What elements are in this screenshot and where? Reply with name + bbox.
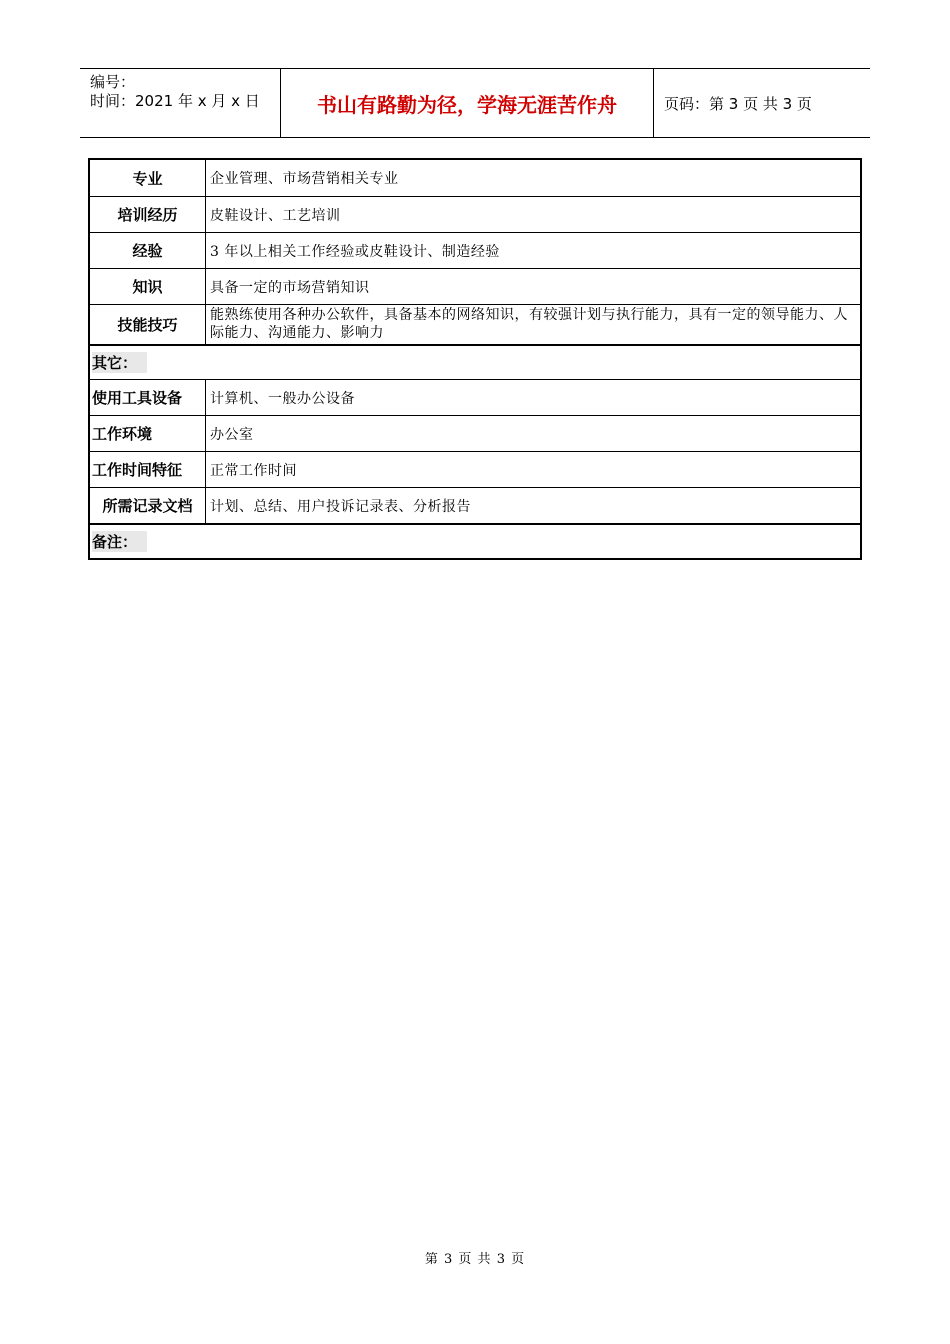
header-page-label: 页码：第 3 页 共 3 页 (664, 94, 812, 113)
page-header (80, 68, 870, 138)
table-row (90, 160, 860, 196)
table-row (90, 415, 860, 451)
row-value: 办公室 (210, 426, 254, 443)
row-label: 经验 (90, 233, 206, 268)
remark-label-text: 备注： (92, 531, 147, 552)
row-value: 3 年以上相关工作经验或皮鞋设计、制造经验 (210, 243, 500, 260)
table-row (90, 379, 860, 415)
row-value: 能熟练使用各种办公软件，具备基本的网络知识，有较强计划与执行能力，具有一定的领导能力、人际能力、沟通能力、影响力 (210, 307, 848, 341)
header-motto: 书山有路勤为径，学海无涯苦作舟 (281, 69, 654, 137)
row-value: 企业管理、市场营销相关专业 (210, 171, 399, 187)
table-row (90, 451, 860, 487)
row-value: 皮鞋设计、工艺培训 (210, 207, 341, 224)
page-footer: 第 3 页 共 3 页 (424, 1252, 526, 1267)
remark-section-row (90, 523, 860, 558)
table-row (90, 487, 860, 523)
row-label: 所需记录文档 (90, 488, 206, 523)
header-meta (80, 69, 281, 137)
number-label: 编号： (90, 73, 136, 91)
table-row (90, 268, 860, 304)
row-value: 正常工作时间 (210, 462, 297, 479)
date-label: 时间：2021 年 x 月 x 日 (90, 92, 260, 110)
other-section-row (90, 344, 860, 379)
row-label: 工作环境 (90, 416, 206, 451)
row-label: 知识 (90, 269, 206, 304)
table-row (90, 232, 860, 268)
table-row (90, 196, 860, 232)
row-value: 具备一定的市场营销知识 (210, 279, 370, 296)
other-label-text: 其它： (92, 352, 147, 373)
row-value: 计算机、一般办公设备 (210, 390, 355, 407)
table-row (90, 304, 860, 344)
other-label (90, 346, 860, 379)
row-label: 工作时间特征 (90, 452, 206, 487)
remark-label (90, 525, 860, 558)
row-label: 技能技巧 (90, 305, 206, 344)
row-value: 计划、总结、用户投诉记录表、分析报告 (210, 498, 471, 515)
job-requirements-table (88, 158, 862, 560)
row-label: 专业 (90, 160, 206, 196)
row-label: 培训经历 (90, 197, 206, 232)
row-label: 使用工具设备 (90, 380, 206, 415)
